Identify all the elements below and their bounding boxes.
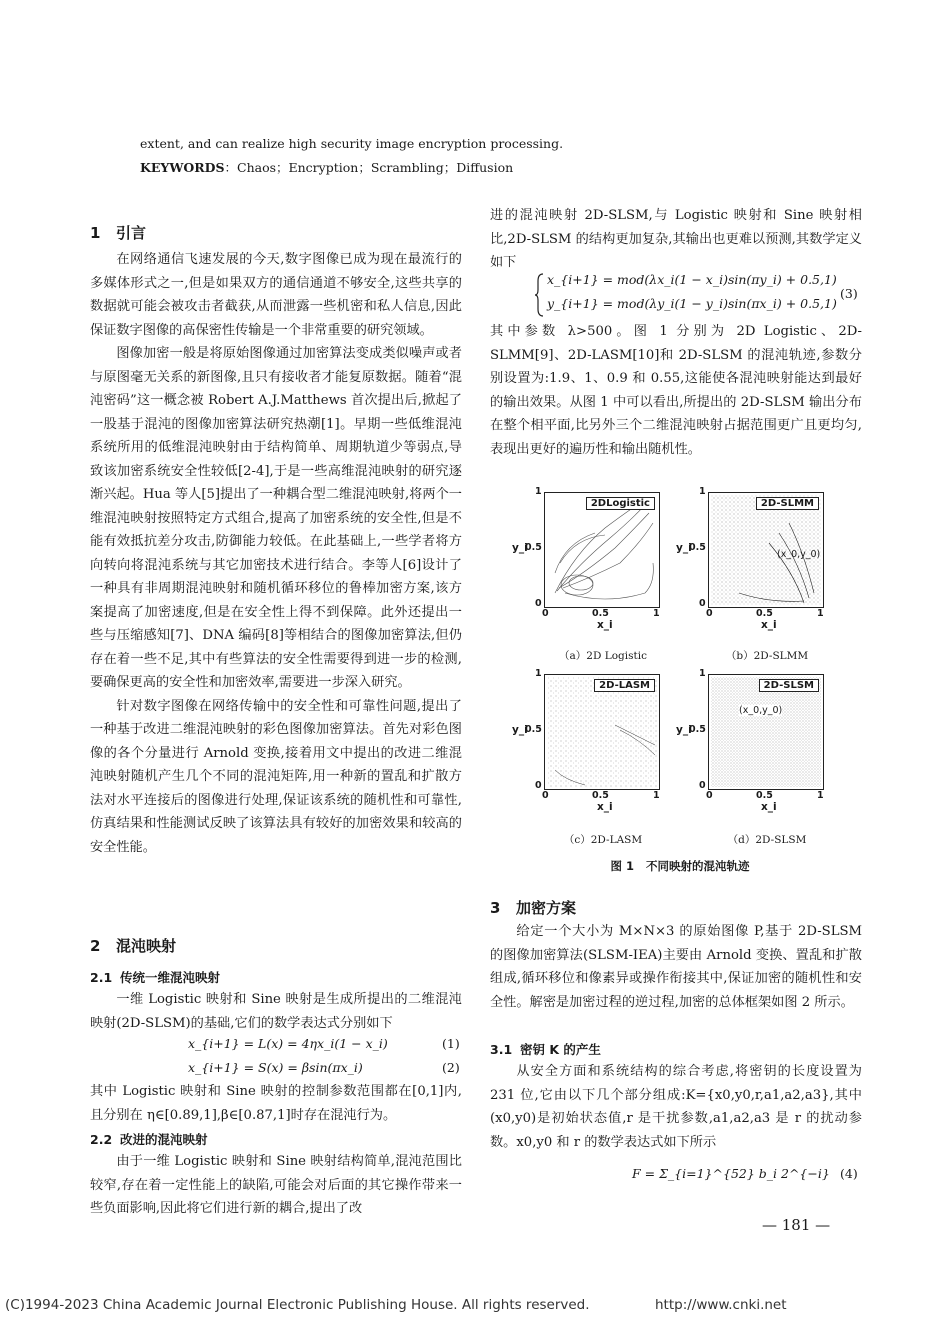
subsection-2-1-paragraph: 一维 Logistic 映射和 Sine 映射是生成所提出的二维混沌映射(2D-SLSM)的基础,它们的数学表达式分别如下 — [90, 992, 462, 1031]
panel-a-trajectory — [545, 493, 659, 607]
panel-b-xtick-1: 1 — [817, 608, 824, 619]
section1-number: 1 — [90, 224, 101, 242]
equation-3-line-2: y_{i+1} = mod(λy_i(1 − y_i)sin(πx_i) + 0.5,1) — [547, 296, 837, 311]
panel-c-trajectory — [545, 675, 659, 789]
panel-b-plot — [708, 492, 824, 608]
panel-b-ytick-0: 0 — [699, 598, 706, 609]
panel-d-caption: （d）2D-SLSM — [727, 834, 807, 846]
equation-3-line-1: x_{i+1} = mod(λx_i(1 − x_i)sin(πy_i) + 0.5,1) — [547, 272, 837, 287]
copyright-footer: (C)1994-2023 China Academic Journal Electronic Publishing House. All rights reserved. — [5, 1297, 590, 1313]
after-equations-paragraph: 其中 Logistic 映射和 Sine 映射的控制参数范围都在[0,1]内,且分别在 η∈[0.89,1],β∈[0.87,1]时存在混沌行为。 — [90, 1084, 462, 1123]
panel-d-xtick-05: 0.5 — [756, 790, 773, 801]
panel-d-marker: (x_0,y_0) — [739, 705, 783, 716]
equation-3-brace — [535, 273, 545, 317]
subsection-2-1-body — [90, 988, 462, 1035]
panel-d-title: 2D-SLSM — [759, 679, 819, 692]
section2-heading — [90, 935, 176, 956]
subsection-3-1-heading — [490, 1040, 601, 1058]
after-equations-body — [90, 1080, 462, 1127]
subsection-2-2-heading — [90, 1130, 208, 1148]
panel-d-ytick-1: 1 — [699, 668, 706, 679]
panel-c-title: 2D-LASM — [594, 679, 655, 692]
panel-c-xtick-05: 0.5 — [592, 790, 609, 801]
subsection-3-1-number: 3.1 — [490, 1042, 513, 1057]
equation-4-number: (4) — [840, 1166, 858, 1181]
panel-a-ytick-1: 1 — [535, 486, 542, 497]
section1-paragraph-3: 针对数字图像在网络传输中的安全性和可靠性问题,提出了一种基于改进二维混沌映射的彩色图像加密算法。首先对彩色图像的各个分量进行 Arnold 变换,接着用文中提出的改进二维混沌映射随机产生几个不同的混沌矩阵,用一种新的置乱和扩散方法对水平连接后的图像进行处理,保证该系统的随机性和可靠性,仿真结果和性能测试反映了该算法具有较好的加密效果和较高的安全性能。 — [90, 698, 462, 855]
subsection-2-2-paragraph: 由于一维 Logistic 映射和 Sine 映射结构简单,混沌范围比较窄,存在着一定性能上的缺陷,可能会对后面的其它操作带来一些负面影响,因此将它们进行新的耦合,提出了改 — [90, 1154, 462, 1216]
panel-d-ytick-0: 0 — [699, 780, 706, 791]
panel-d-xtick-1: 1 — [817, 790, 824, 801]
subsection-2-1-number: 2.1 — [90, 970, 113, 985]
panel-d-ytick-05: 0.5 — [689, 724, 706, 735]
panel-c-xtick-1: 1 — [653, 790, 660, 801]
continuation-paragraph: 进的混沌映射 2D-SLSM,与 Logistic 映射和 Sine 映射相比,2D-SLSM 的结构更加复杂,其输出也更难以预测,其数学定义如下 — [490, 208, 862, 270]
right-column-continuation — [490, 204, 862, 275]
panel-d-plot — [708, 674, 824, 790]
keywords-line — [140, 158, 513, 176]
panel-b-xlabel: x_i — [761, 619, 777, 631]
figure-1 — [500, 478, 860, 878]
section3-body — [490, 920, 862, 1014]
figure-1-caption — [500, 858, 860, 874]
subsection-2-2-title: 改进的混沌映射 — [120, 1132, 208, 1147]
equation-2-number: (2) — [442, 1060, 460, 1075]
section2-title: 混沌映射 — [116, 937, 177, 955]
panel-a-ytick-05: 0.5 — [525, 542, 542, 553]
equation-1-number: (1) — [442, 1036, 460, 1051]
panel-a-xtick-05: 0.5 — [592, 608, 609, 619]
section1-paragraph-2: 图像加密一般是将原始图像通过加密算法变成类似噪声或者与原图毫无关系的新图像,且只有接收者才能复原数据。随着“混沌密码”这一概念被 Robert A.J.Matthews 首次提出后,掀起了一股基于混沌的图像加密算法研究热潮[1]。早期一些低维混沌系统所用的低维混沌映射由于结构简单、周期轨道少等弱点,导致该加密系统安全性较低[2-4],于是一些高维混沌映射的研究逐渐兴起。Hua 等人[5]提出了一种耦合型二维混沌映射,将两个一维混沌映射按照特定方式组合,提高了加密系统的安全性,但是不能有效抵抗差分攻击,防御能力较低。在此基础上,一些学者将方向转向将混沌系统与其它加密技术进行结合。李等人[6]设计了一种具有非周期混沌映射和随机循环移位的鲁棒加密方案,该方案提高了加密速度,但是在安全性上得不到保障。此外还提出一些与压缩感知[7]、DNA 编码[8]等相结合的图像加密算法,但仍存在着一些不足,其中有些算法的安全性需要得到进一步的检测,要确保更高的安全性和加密效率,需要进一步深入研究。 — [90, 346, 462, 690]
panel-b-ytick-05: 0.5 — [689, 542, 706, 553]
keywords-text: ：Chaos；Encryption；Scrambling；Diffusion — [224, 160, 514, 175]
equation-4 — [632, 1166, 830, 1181]
subsection-3-1-title: 密钥 K 的产生 — [520, 1042, 601, 1057]
equation-3-number: (3) — [840, 286, 858, 301]
panel-a-title: 2DLogistic — [586, 497, 655, 510]
panel-d-ylabel: y_i — [676, 724, 692, 736]
equation-2-text: x_{i+1} = S(x) = βsin(πx_i) — [188, 1060, 363, 1075]
panel-b-ylabel: y_i — [676, 542, 692, 554]
panel-a-ytick-0: 0 — [535, 598, 542, 609]
abstract-tail-text: extent, and can realize high security image encryption processing. — [140, 136, 564, 151]
figure-description-paragraph: 其中参数 λ>500。图 1 分别为 2D Logistic、2D-SLMM[9]、2D-LASM[10]和 2D-SLSM 的混沌轨迹,参数分别设置为:1.9、1、0.9 和 0.55,这能使各混沌映射能达到最好的输出效果。从图 1 中可以看出,所提出的 2D-SLSM 输出分布在整个相平面,比另外三个二维混沌映射占据范围更广且更均匀,表现出更好的遍历性和输出随机性。 — [490, 324, 862, 457]
panel-a-xlabel: x_i — [597, 619, 613, 631]
section2-number: 2 — [90, 937, 101, 955]
panel-a-xtick-1: 1 — [653, 608, 660, 619]
panel-b-ytick-1: 1 — [699, 486, 706, 497]
right-column-paragraph — [490, 320, 862, 461]
subsection-3-1-paragraph: 从安全方面和系统结构的综合考虑,将密钥的长度设置为 231 位,它由以下几个部分组成:K={x0,y0,r,a1,a2,a3},其中(x0,y0)是初始状态值,r 是干扰参数,a1,a2,a3 是 r 的扰动参数。x0,y0 和 r 的数学表达式如下所示 — [490, 1064, 862, 1150]
keywords-label: KEYWORDS — [140, 160, 225, 175]
section1-body — [90, 248, 462, 859]
subsection-2-2-body — [90, 1150, 462, 1221]
figure-1-caption-text: 不同映射的混沌轨迹 — [646, 859, 750, 873]
panel-d-xtick-0: 0 — [706, 790, 713, 801]
panel-a-ylabel: y_i — [512, 542, 528, 554]
subsection-2-1-title: 传统一维混沌映射 — [120, 970, 221, 985]
panel-d-trajectory — [709, 675, 823, 789]
equation-3 — [535, 272, 865, 318]
equation-1-text: x_{i+1} = L(x) = 4ηx_i(1 − x_i) — [188, 1036, 388, 1051]
section3-heading — [490, 897, 576, 918]
panel-c-ytick-1: 1 — [535, 668, 542, 679]
panel-c-caption: （c）2D-LASM — [563, 834, 643, 846]
panel-a-caption: （a）2D Logistic — [559, 650, 647, 662]
figure-1-caption-label: 图 1 — [610, 859, 634, 873]
section1-title: 引言 — [116, 224, 147, 242]
abstract-tail — [140, 136, 563, 151]
equation-1 — [188, 1036, 388, 1051]
panel-d-xlabel: x_i — [761, 801, 777, 813]
panel-c-xlabel: x_i — [597, 801, 613, 813]
panel-a-plot — [544, 492, 660, 608]
panel-a-xtick-0: 0 — [542, 608, 549, 619]
panel-b-xtick-05: 0.5 — [756, 608, 773, 619]
panel-c-xtick-0: 0 — [542, 790, 549, 801]
cnki-link[interactable]: http://www.cnki.net — [655, 1297, 787, 1313]
panel-b-marker: (x_0,y_0) — [777, 549, 821, 560]
section3-title: 加密方案 — [516, 899, 577, 917]
section3-paragraph-1: 给定一个大小为 M×N×3 的原始图像 P,基于 2D-SLSM 的图像加密算法(SLSM-IEA)主要由 Arnold 变换、置乱和扩散组成,循环移位和像素异或操作衔接其中,保证加密的随机性和安全性。解密是加密过程的逆过程,加密的总体框架如图 2 所示。 — [490, 924, 862, 1010]
subsection-2-1-heading — [90, 968, 220, 986]
equation-4-text: F = Σ_{i=1}^{52} b_i 2^{−i} — [632, 1166, 830, 1181]
section1-paragraph-1: 在网络通信飞速发展的今天,数字图像已成为现在最流行的多媒体形式之一,但是如果双方的通信通道不够安全,这些共享的数据就可能会被攻击者截获,从而泄露一些机密和私人信息,因此保证数字图像的高保密性传输是一个非常重要的研究领域。 — [90, 252, 462, 338]
panel-b-title: 2D-SLMM — [756, 497, 819, 510]
panel-c-ytick-05: 0.5 — [525, 724, 542, 735]
panel-b-xtick-0: 0 — [706, 608, 713, 619]
panel-c-plot — [544, 674, 660, 790]
panel-c-ytick-0: 0 — [535, 780, 542, 791]
panel-b-caption: （b）2D-SLMM — [725, 650, 809, 662]
panel-c-ylabel: y_i — [512, 724, 528, 736]
section3-number: 3 — [490, 899, 501, 917]
equation-2 — [188, 1060, 363, 1075]
subsection-2-2-number: 2.2 — [90, 1132, 113, 1147]
subsection-3-1-body — [490, 1060, 862, 1154]
section1-heading — [90, 222, 146, 243]
page-number: — 181 — — [762, 1216, 831, 1234]
